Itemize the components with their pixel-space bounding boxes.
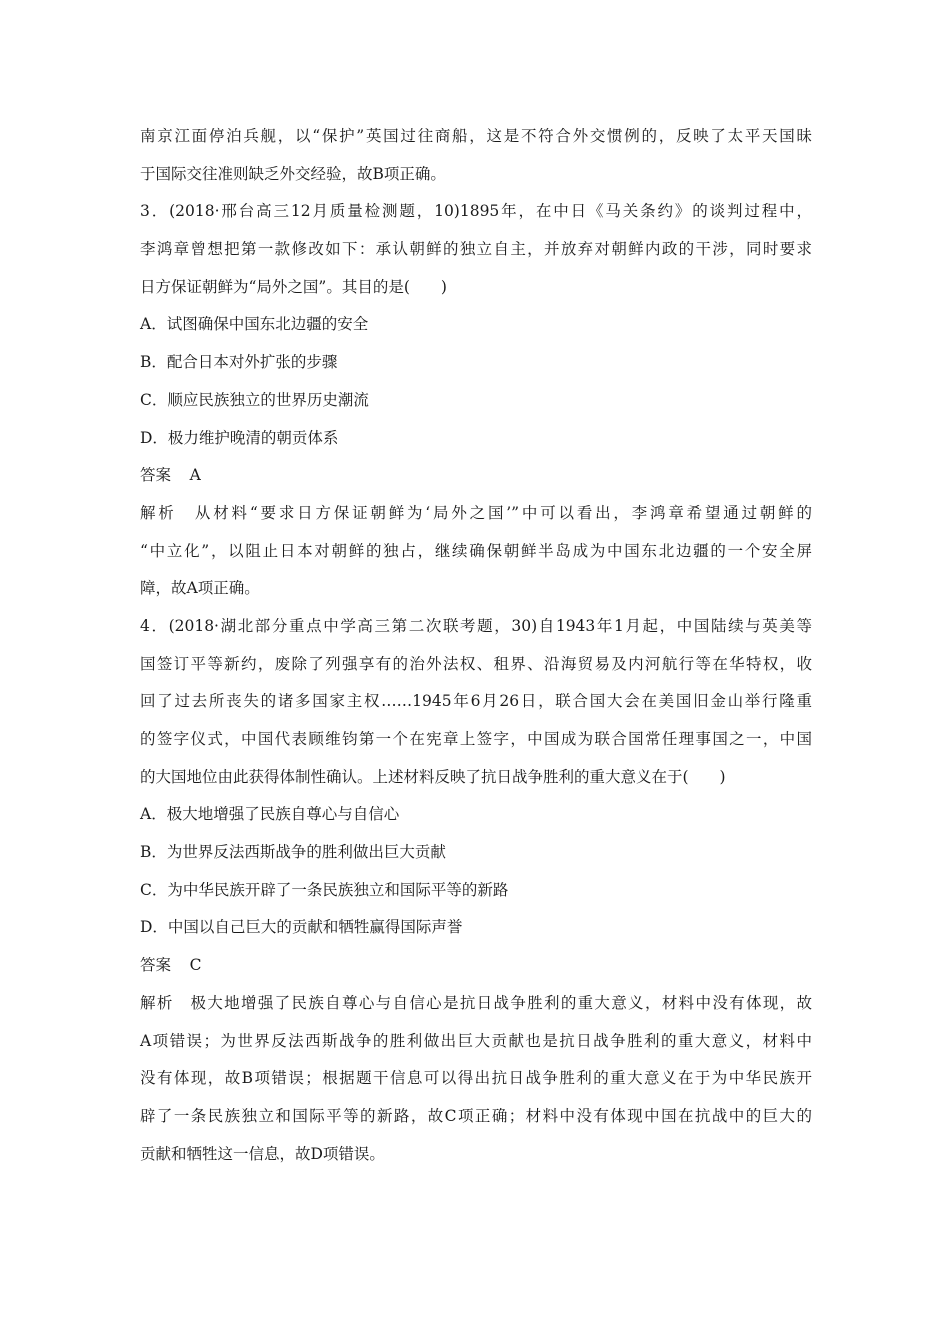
question-stem-line: 4．(2018·湖北部分重点中学高三第二次联考题，30)自1943年1月起，中国陆续与英美等 xyxy=(140,616,812,635)
explanation-line: “中立化”，以阻止日本对朝鲜的独占，继续确保朝鲜半岛成为中国东北边疆的一个安全屏 xyxy=(140,541,812,560)
explanation-continued xyxy=(140,118,812,193)
explanation-line: 没有体现，故B项错误；根据题干信息可以得出抗日战争胜利的重大意义在于为中华民族开 xyxy=(140,1069,812,1088)
explanation-line: 解析 极大地增强了民族自尊心与自信心是抗日战争胜利的重大意义，材料中没有体现，故 xyxy=(140,993,812,1012)
option-b: B．为世界反法西斯战争的胜利做出巨大贡献 xyxy=(140,843,446,862)
question-stem-line: 李鸿章曾想把第一款修改如下：承认朝鲜的独立自主，并放弃对朝鲜内政的干涉，同时要求 xyxy=(140,240,812,259)
document-page xyxy=(140,118,812,1173)
question-4 xyxy=(140,608,812,1173)
explanation-line: 解析 从材料“要求日方保证朝鲜为‘局外之国’”中可以看出，李鸿章希望通过朝鲜的 xyxy=(140,503,812,522)
text-line: 南京江面停泊兵舰，以“保护”英国过往商船，这是不符合外交惯例的，反映了太平天国昧 xyxy=(140,127,812,145)
answer-label: 答案 xyxy=(140,956,172,975)
text-line: 于国际交往准则缺乏外交经验，故B项正确。 xyxy=(140,164,446,183)
question-stem-line: 的签字仪式，中国代表顾维钧第一个在宪章上签字，中国成为联合国常任理事国之一，中国 xyxy=(140,730,812,748)
answer-line xyxy=(140,457,812,495)
answer-value: C xyxy=(189,956,202,975)
explanation-line: 贡献和牺牲这一信息，故D项错误。 xyxy=(140,1144,385,1163)
option-a: A．试图确保中国东北边疆的安全 xyxy=(140,315,369,334)
answer-line xyxy=(140,947,812,985)
option-d: D．极力维护晚清的朝贡体系 xyxy=(140,428,339,447)
question-stem-line: 日方保证朝鲜为“局外之国”。其目的是( ) xyxy=(140,277,447,296)
question-3 xyxy=(140,193,812,608)
option-a: A．极大地增强了民族自尊心与自信心 xyxy=(140,805,400,824)
explanation-line: 障，故A项正确。 xyxy=(140,579,260,598)
question-stem-line: 回了过去所丧失的诸多国家主权……1945年6月26日，联合国大会在美国旧金山举行隆重 xyxy=(140,692,812,711)
question-stem-line: 的大国地位由此获得体制性确认。上述材料反映了抗日战争胜利的重大意义在于( ) xyxy=(140,767,726,786)
question-stem-line: 国签订平等新约，废除了列强享有的治外法权、租界、沿海贸易及内河航行等在华特权，收 xyxy=(140,654,812,673)
explanation-line: A项错误；为世界反法西斯战争的胜利做出巨大贡献也是抗日战争胜利的重大意义，材料中 xyxy=(140,1031,812,1050)
option-c: C．为中华民族开辟了一条民族独立和国际平等的新路 xyxy=(140,880,509,899)
question-stem-line: 3．(2018·邢台高三12月质量检测题，10)1895年，在中日《马关条约》的谈判过程中， xyxy=(140,202,812,221)
option-b: B．配合日本对外扩张的步骤 xyxy=(140,353,338,372)
option-c: C．顺应民族独立的世界历史潮流 xyxy=(140,390,369,409)
answer-label: 答案 xyxy=(140,466,172,485)
answer-value: A xyxy=(189,466,201,485)
explanation-line: 辟了一条民族独立和国际平等的新路，故C项正确；材料中没有体现中国在抗战中的巨大的 xyxy=(140,1106,812,1125)
option-d: D．中国以自己巨大的贡献和牺牲赢得国际声誉 xyxy=(140,918,463,937)
